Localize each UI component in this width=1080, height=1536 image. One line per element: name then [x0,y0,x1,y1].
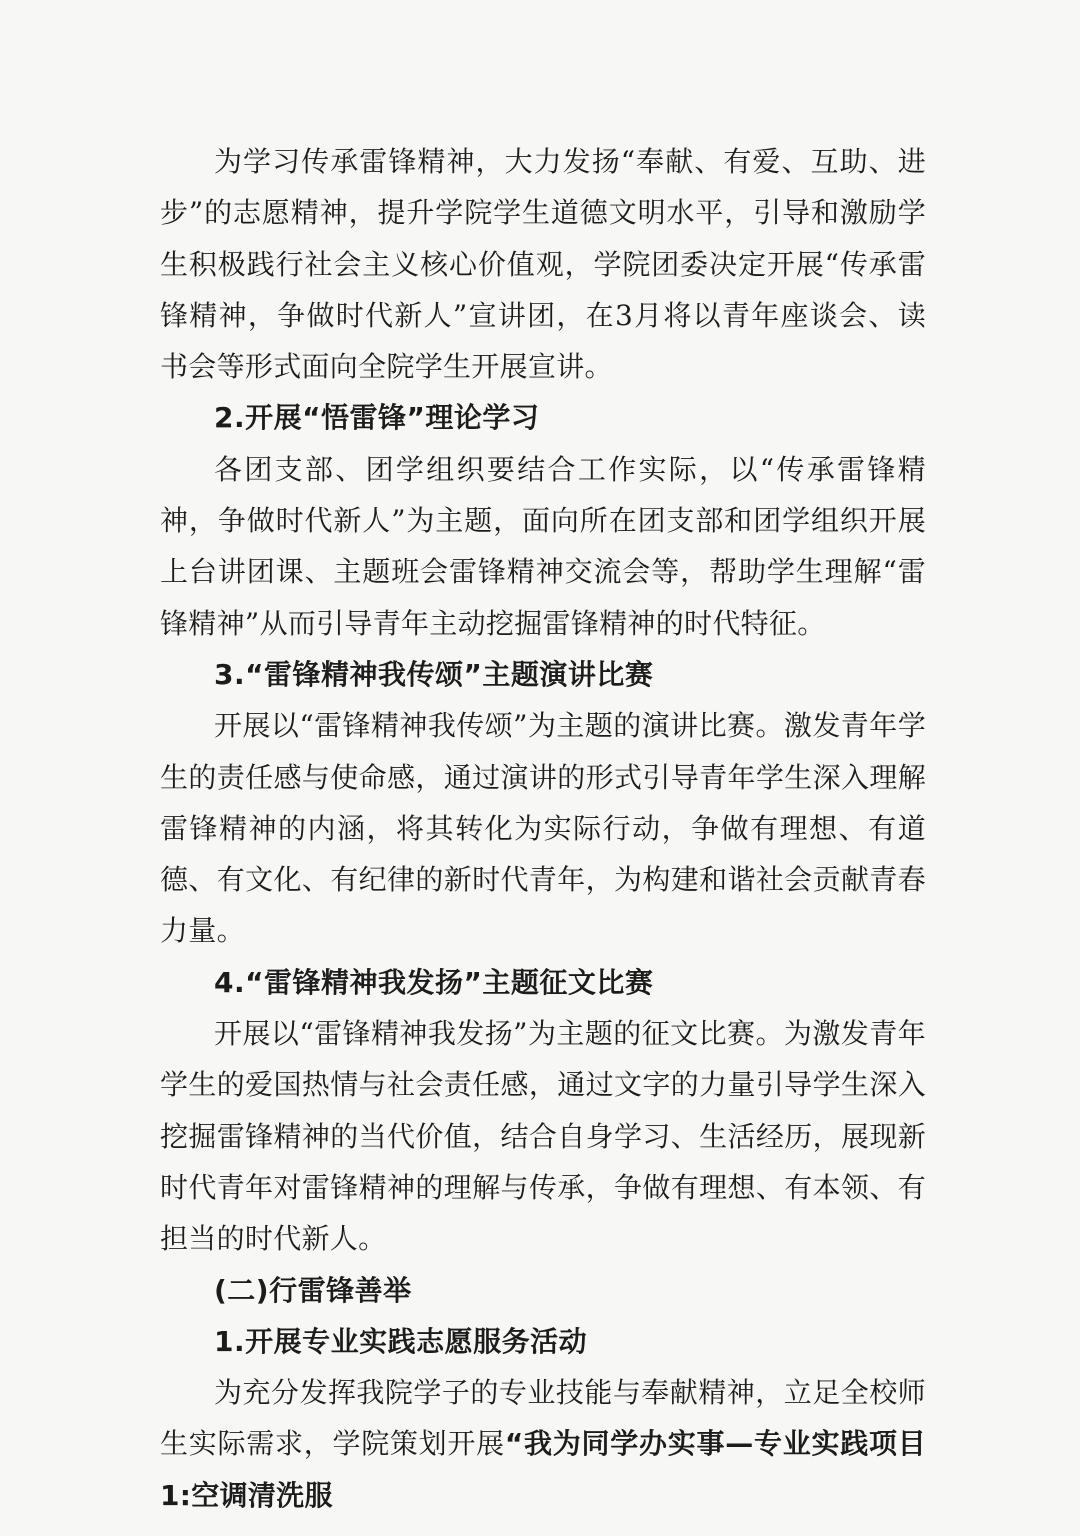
section-4-heading: 4.“雷锋精神我发扬”主题征文比赛 [214,965,654,999]
document-body [160,136,926,1521]
project-title-bold: “我为同学办实事—专业实践项目1:空调清洗服 [160,1427,926,1512]
section-4-body: 开展以“雷锋精神我发扬”为主题的征文比赛。为激发青年学生的爱国热情与社会责任感，通过文字的力量引导学生深入挖掘雷锋精神的当代价值，结合自身学习、生活经历，展现新时代青年对雷锋精神的理解与传承，争做有理想、有本领、有担当的时代新人。 [160,1017,926,1256]
section-3-body: 开展以“雷锋精神我传颂”为主题的演讲比赛。激发青年学生的责任感与使命感，通过演讲的形式引导青年学生深入理解雷锋精神的内涵，将其转化为实际行动，争做有理想、有道德、有文化、有纪律的新时代青年，为构建和谐社会贡献青春力量。 [160,709,926,948]
section-3-heading: 3.“雷锋精神我传颂”主题演讲比赛 [214,657,654,691]
part-2-heading: (二)行雷锋善举 [214,1273,412,1307]
intro-paragraph: 为学习传承雷锋精神，大力发扬“奉献、有爱、互助、进步”的志愿精神，提升学院学生道德文明水平，引导和激励学生积极践行社会主义核心价值观，学院团委决定开展“传承雷锋精神，争做时代新人”宣讲团，在3月将以青年座谈会、读书会等形式面向全院学生开展宣讲。 [160,145,926,384]
section-2-heading: 2.开展“悟雷锋”理论学习 [214,401,540,435]
part-2-section-1-body [160,1367,926,1521]
part-2-section-1-body-text: 为充分发挥我院学子的专业技能与奉献精神，立足全校师生实际需求，学院策划开展 [160,1376,926,1461]
part-2-section-1-heading: 1.开展专业实践志愿服务活动 [214,1324,588,1358]
section-2-body: 各团支部、团学组织要结合工作实际，以“传承雷锋精神，争做时代新人”为主题，面向所在团支部和团学组织开展上台讲团课、主题班会雷锋精神交流会等，帮助学生理解“雷锋精神”从而引导青年主动挖掘雷锋精神的时代特征。 [160,452,926,640]
